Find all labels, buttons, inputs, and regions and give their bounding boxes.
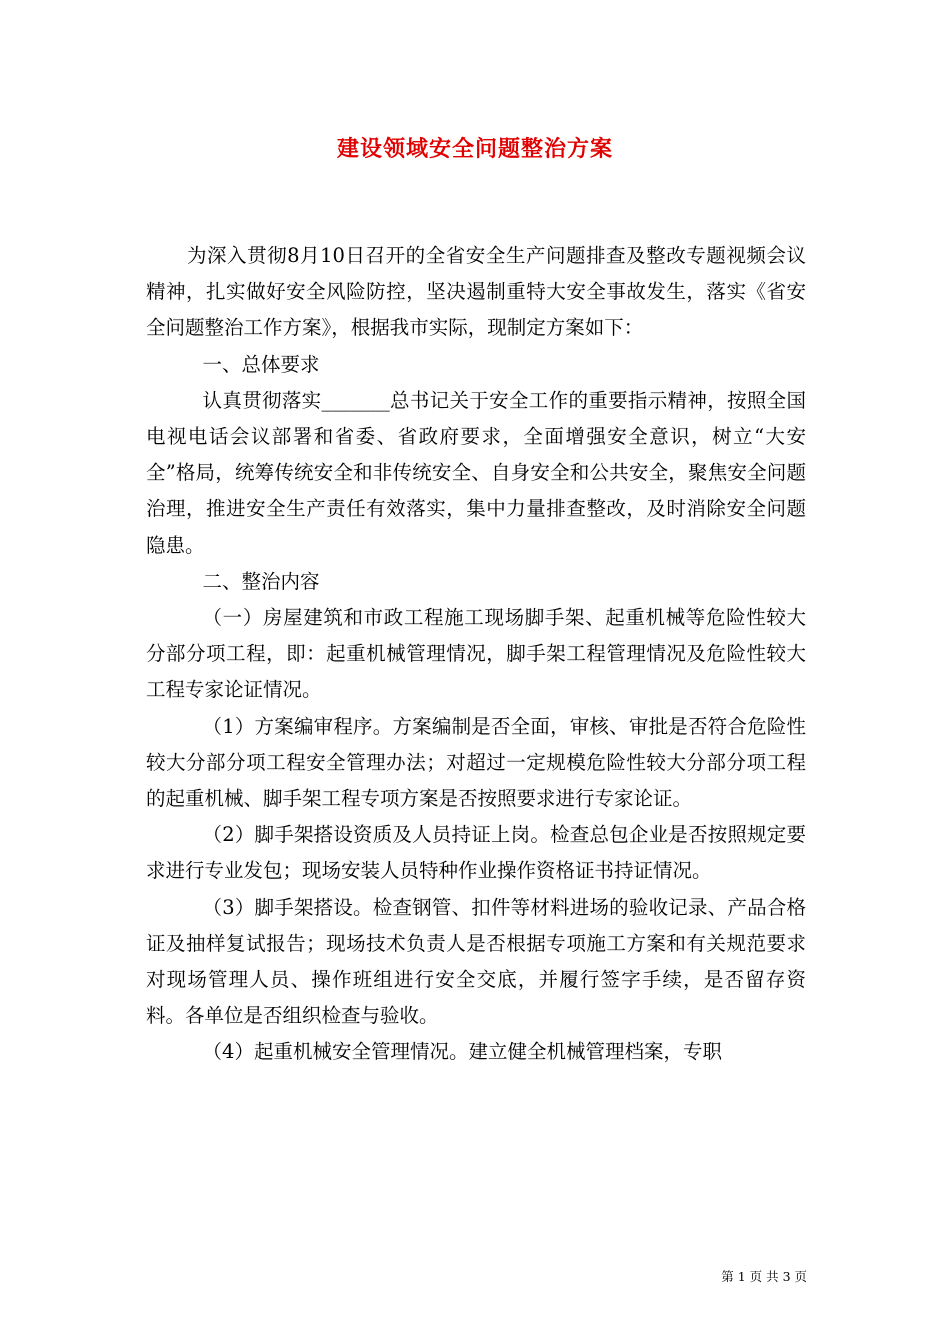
paragraph-subitem-4: （4）起重机械安全管理情况。建立健全机械管理档案，专职 (202, 1040, 722, 1064)
section-heading-general-requirements: 一、总体要求 (202, 352, 320, 376)
paragraph-general-requirements: 认真贯彻落实_______总书记关于安全工作的重要指示精神，按照全国电视电话会议部署和省委、省政府要求，全面增强安全意识，树立“大安全”格局，统筹传统安全和非传统安全、自身安全和公共安全，聚焦安全问题治理，推进安全生产责任有效落实，集中力量排查整改，及时消除安全问题隐患。 (146, 388, 806, 557)
paragraph-subitem-3: （3）脚手架搭设。检查钢管、扣件等材料进场的验收记录、产品合格证及抽样复试报告；现场技术负责人是否根据专项施工方案和有关规范要求对现场管理人员、操作班组进行安全交底，并履行签字手续，是否留存资料。各单位是否组织检查与验收。 (146, 895, 806, 1028)
paragraph-intro: 为深入贯彻8月10日召开的全省安全生产问题排查及整改专题视频会议精神，扎实做好安全风险防控，坚决遏制重特大安全事故发生，落实《省安全问题整治工作方案》，根据我市实际，现制定方案如下： (146, 244, 806, 340)
paragraph-subitem-1: （1）方案编审程序。方案编制是否全面，审核、审批是否符合危险性较大分部分项工程安全管理办法；对超过一定规模危险性较大分部分项工程的起重机械、脚手架工程专项方案是否按照要求进行专家论证。 (146, 714, 806, 811)
document-title: 建设领域安全问题整治方案 (336, 136, 613, 162)
page-number: 第 1 页 共 3 页 (721, 1269, 807, 1284)
paragraph-item-1: （一）房屋建筑和市政工程施工现场脚手架、起重机械等危险性较大分部分项工程，即：起重机械管理情况，脚手架工程管理情况及危险性较大工程专家论证情况。 (146, 606, 806, 702)
document-body (146, 238, 806, 1071)
paragraph-subitem-2: （2）脚手架搭设资质及人员持证上岗。检查总包企业是否按照规定要求进行专业发包；现场安装人员特种作业操作资格证书持证情况。 (146, 823, 806, 883)
section-heading-rectification-content: 二、整治内容 (202, 569, 320, 593)
